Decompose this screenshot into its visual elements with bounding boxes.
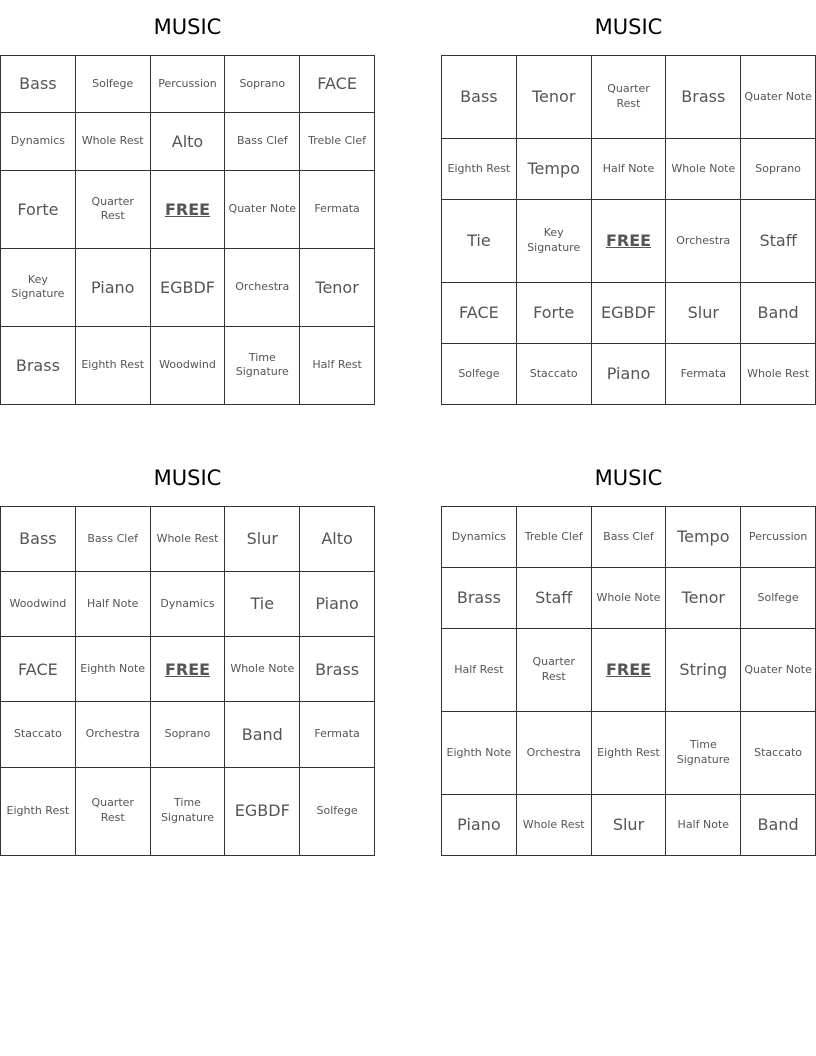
bingo-cell: Bass <box>1 56 76 113</box>
grid-row <box>1 702 375 767</box>
bingo-cell: Band <box>225 702 300 767</box>
bingo-cell: Eighth Rest <box>75 326 150 404</box>
bingo-cell: Woodwind <box>1 572 76 637</box>
free-space-cell: FREE <box>591 629 666 712</box>
grid-row <box>442 343 816 404</box>
bingo-cell: Half Rest <box>442 629 517 712</box>
bingo-cell: Brass <box>666 56 741 139</box>
bingo-cell: Whole Rest <box>516 794 591 855</box>
bingo-cell: Eighth Rest <box>1 767 76 856</box>
grid-row <box>1 170 375 248</box>
bingo-cell: EGBDF <box>150 248 225 326</box>
grid-row <box>442 199 816 282</box>
bingo-cell: Half Note <box>666 794 741 855</box>
bingo-cell: Bass <box>442 56 517 139</box>
bingo-cell: Solfege <box>300 767 375 856</box>
grid-row <box>1 572 375 637</box>
grid-row <box>442 712 816 795</box>
bingo-cell: Slur <box>666 282 741 343</box>
bingo-cell: Orchestra <box>516 712 591 795</box>
bingo-cell: Soprano <box>741 138 816 199</box>
bingo-cell: Bass <box>1 507 76 572</box>
bingo-cell: Bass Clef <box>225 113 300 170</box>
bingo-cell: Solfege <box>442 343 517 404</box>
bingo-cell: Band <box>741 282 816 343</box>
bingo-cell: Tie <box>225 572 300 637</box>
bingo-cell: String <box>666 629 741 712</box>
free-space-cell: FREE <box>150 637 225 702</box>
bingo-cell: Piano <box>591 343 666 404</box>
bingo-cell: Orchestra <box>75 702 150 767</box>
bingo-cell: Staccato <box>741 712 816 795</box>
bingo-cell: Whole Rest <box>150 507 225 572</box>
bingo-cell: EGBDF <box>225 767 300 856</box>
bingo-cell: Brass <box>1 326 76 404</box>
grid-row <box>1 113 375 170</box>
grid-row <box>1 248 375 326</box>
bingo-cell: Fermata <box>300 702 375 767</box>
bingo-cell: Whole Rest <box>741 343 816 404</box>
free-space-cell: FREE <box>591 199 666 282</box>
bingo-cell: Fermata <box>300 170 375 248</box>
bingo-cell: Treble Clef <box>516 507 591 568</box>
bingo-grid <box>0 55 375 405</box>
bingo-cell: Forte <box>516 282 591 343</box>
bingo-cell: Staff <box>516 568 591 629</box>
card-title: MUSIC <box>594 466 663 490</box>
bingo-cell: Whole Note <box>666 138 741 199</box>
bingo-cell: Slur <box>591 794 666 855</box>
bingo-cell: Dynamics <box>1 113 76 170</box>
grid-row <box>442 794 816 855</box>
bingo-cell: Dynamics <box>150 572 225 637</box>
bingo-cell: Percussion <box>741 507 816 568</box>
bingo-cell: Eighth Note <box>75 637 150 702</box>
bingo-cell: Alto <box>300 507 375 572</box>
bingo-cell: Quater Note <box>741 629 816 712</box>
bingo-cell: Woodwind <box>150 326 225 404</box>
bingo-cell: FACE <box>1 637 76 702</box>
bingo-cell: Key Signature <box>516 199 591 282</box>
bingo-cell: Slur <box>225 507 300 572</box>
bingo-grid <box>441 55 816 405</box>
bingo-cell: Orchestra <box>666 199 741 282</box>
bingo-cell: Time Signature <box>150 767 225 856</box>
bingo-cell: Tempo <box>516 138 591 199</box>
bingo-cell: Band <box>741 794 816 855</box>
bingo-cell: Dynamics <box>442 507 517 568</box>
bingo-cell: Soprano <box>150 702 225 767</box>
card-title: MUSIC <box>153 466 222 490</box>
bingo-cell: Key Signature <box>1 248 76 326</box>
bingo-cell: Half Rest <box>300 326 375 404</box>
grid-row <box>1 507 375 572</box>
bingo-cell: Tempo <box>666 507 741 568</box>
bingo-cell: Time Signature <box>666 712 741 795</box>
bingo-cell: Half Note <box>591 138 666 199</box>
bingo-cell: Bass Clef <box>591 507 666 568</box>
bingo-grid <box>441 506 816 856</box>
bingo-cell: Solfege <box>741 568 816 629</box>
bingo-cell: Whole Note <box>225 637 300 702</box>
bingo-cell: Whole Rest <box>75 113 150 170</box>
bingo-cell: Quarter Rest <box>516 629 591 712</box>
card-title: MUSIC <box>153 15 222 39</box>
bingo-cell: Fermata <box>666 343 741 404</box>
bingo-cell: Quarter Rest <box>591 56 666 139</box>
grid-row <box>1 326 375 404</box>
grid-row <box>1 637 375 702</box>
bingo-cell: Eighth Rest <box>591 712 666 795</box>
bingo-cell: Staccato <box>516 343 591 404</box>
bingo-cell: Eighth Rest <box>442 138 517 199</box>
bingo-cell: Percussion <box>150 56 225 113</box>
grid-row <box>442 507 816 568</box>
grid-row <box>442 56 816 139</box>
bingo-cell: Bass Clef <box>75 507 150 572</box>
bingo-cell: Tenor <box>516 56 591 139</box>
bingo-cell: Tie <box>442 199 517 282</box>
bingo-cell: Tenor <box>666 568 741 629</box>
grid-row <box>442 568 816 629</box>
grid-row <box>442 138 816 199</box>
bingo-cell: Whole Note <box>591 568 666 629</box>
bingo-cell: Piano <box>300 572 375 637</box>
bingo-cell: Brass <box>442 568 517 629</box>
bingo-cell: Tenor <box>300 248 375 326</box>
bingo-cell: Piano <box>442 794 517 855</box>
bingo-grid <box>0 506 375 856</box>
card-title: MUSIC <box>594 15 663 39</box>
bingo-cell: Quater Note <box>741 56 816 139</box>
bingo-cell: EGBDF <box>591 282 666 343</box>
bingo-cell: Piano <box>75 248 150 326</box>
bingo-cell: Staccato <box>1 702 76 767</box>
grid-row <box>1 767 375 856</box>
bingo-cell: Brass <box>300 637 375 702</box>
free-space-cell: FREE <box>150 170 225 248</box>
bingo-cell: Quater Note <box>225 170 300 248</box>
bingo-cell: Half Note <box>75 572 150 637</box>
bingo-cell: Solfege <box>75 56 150 113</box>
bingo-cell: Quarter Rest <box>75 170 150 248</box>
bingo-cell: Forte <box>1 170 76 248</box>
bingo-cell: Time Signature <box>225 326 300 404</box>
bingo-cell: FACE <box>442 282 517 343</box>
bingo-cell: Eighth Note <box>442 712 517 795</box>
bingo-cell: Treble Clef <box>300 113 375 170</box>
grid-row <box>442 282 816 343</box>
bingo-cell: FACE <box>300 56 375 113</box>
grid-row <box>442 629 816 712</box>
bingo-cell: Alto <box>150 113 225 170</box>
grid-row <box>1 56 375 113</box>
bingo-cell: Staff <box>741 199 816 282</box>
bingo-cell: Orchestra <box>225 248 300 326</box>
bingo-cell: Soprano <box>225 56 300 113</box>
bingo-cell: Quarter Rest <box>75 767 150 856</box>
